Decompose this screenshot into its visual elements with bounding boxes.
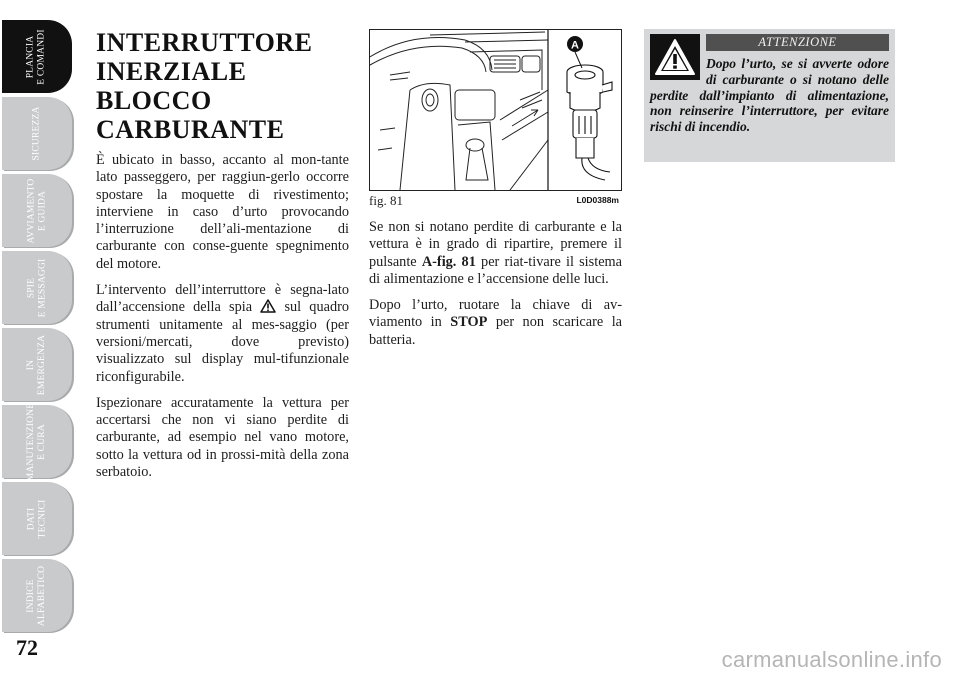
- tab-label: IN EMERGENZA: [25, 334, 47, 395]
- paragraph-text: L’intervento dell’interruttore è segna-lato dall’accensione della spia: [96, 282, 349, 316]
- tab-avviamento-e-guida[interactable]: [2, 174, 72, 247]
- tab-label: DATI TECNICI: [26, 499, 47, 538]
- tab-indice-alfabetico[interactable]: [2, 559, 72, 632]
- tab-label: AVVIAMENTO E GUIDA: [25, 178, 47, 243]
- tab-label: SICUREZZA: [31, 106, 42, 161]
- figure-code: L0D0388m: [576, 195, 619, 205]
- body-column-middle: [369, 219, 622, 358]
- tab-manutenzione-e-cura[interactable]: [2, 402, 72, 481]
- tab-label: PLANCIA E COMANDI: [26, 28, 47, 85]
- figure-81: [369, 29, 622, 191]
- dashboard-illustration: [370, 30, 621, 190]
- watermark: carmanualsonline.info: [721, 647, 942, 672]
- tab-in-emergenza[interactable]: [2, 328, 72, 401]
- page-number: 72: [16, 635, 38, 660]
- tab-label: MANUTENZIONE E CURA: [26, 402, 48, 481]
- tab-spie-e-messaggi[interactable]: [2, 251, 72, 324]
- body-column-left: [96, 152, 349, 490]
- tab-dati-tecnici[interactable]: [2, 482, 72, 555]
- attention-box: [644, 29, 895, 162]
- chapter-tabs: [0, 20, 76, 632]
- page-title: INTERRUTTORE INERZIALE BLOCCO CARBURANTE: [96, 28, 313, 144]
- paragraph: [369, 219, 622, 288]
- callout-a-label: A: [571, 39, 579, 52]
- key-position: STOP: [450, 314, 488, 331]
- tab-label: SPIE E MESSAGGI: [26, 258, 47, 317]
- paragraph: Ispezionare accuratamente la vettura per accertarsi che non vi siano perdite di carburante, ad esempio nel vano motore, sotto la vettura od in prossi-mità della zona serbatoio.: [96, 394, 349, 481]
- attention-text: Dopo l’urto, se si avverte odore di carburante o si notano delle perdite dall’impianto di alimentazione, non reinserire l’interruttore, per evitare rischi di incendio.: [650, 56, 889, 135]
- paragraph-text: Se non si notano perdite di carburante e la vettura è in grado di ripartire, premere il pulsante: [369, 219, 622, 270]
- paragraph-text: per riat-tivare il sistema di alimentazione e l’accensione delle luci.: [369, 253, 623, 287]
- figure-caption: [369, 193, 622, 209]
- attention-header: ATTENZIONE: [706, 34, 889, 51]
- paragraph-text: sul quadro strumenti unitamente al mes-saggio (per versioni/mercati, dove previsto) visualizzato sul display mul-tifunzionale riconfigurabile.: [96, 299, 350, 385]
- paragraph: [96, 282, 349, 386]
- tab-plancia-e-comandi[interactable]: [2, 20, 72, 93]
- paragraph: È ubicato in basso, accanto al mon-tante lato passeggero, per raggiun-gerlo occorre spostare la moquette di rivestimento; interviene in caso d’urto provocando l’interruzione dell’ali-mentazione di carburante con conse-guente spegnimento del motore.: [96, 152, 349, 272]
- figure-reference: A-fig. 81: [421, 253, 476, 270]
- paragraph: [369, 297, 622, 349]
- paragraph-text: per non scaricare la batteria.: [369, 314, 623, 348]
- tab-sicurezza[interactable]: [2, 97, 72, 170]
- tab-label: INDICE ALFABETICO: [26, 565, 47, 626]
- paragraph-text: Dopo l’urto, ruotare la chiave di av-viamento in: [369, 297, 622, 331]
- figure-number: fig. 81: [369, 193, 403, 208]
- warning-lamp-icon: [260, 299, 276, 313]
